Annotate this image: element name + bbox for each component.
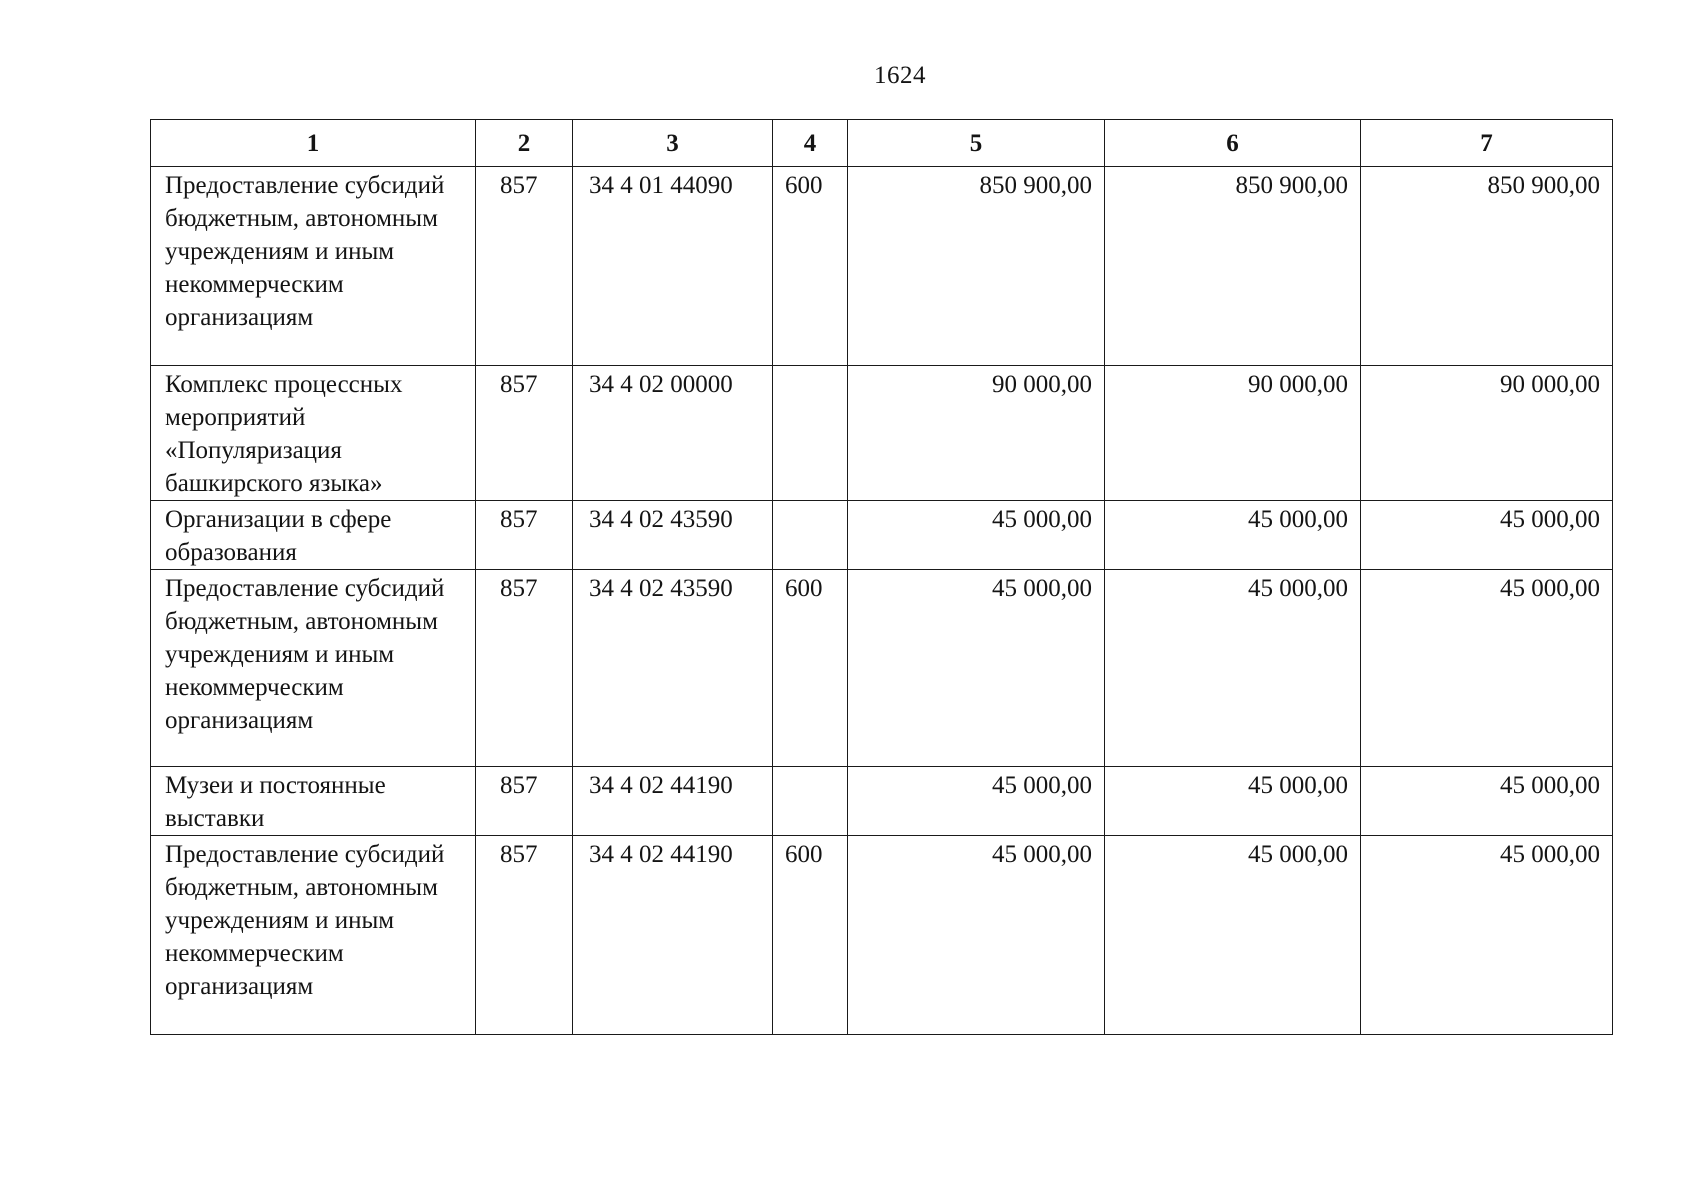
row-sum-col7-cell: 90 000,00 bbox=[1361, 366, 1613, 501]
row-sum-col7-cell: 850 900,00 bbox=[1361, 167, 1613, 366]
column-header-5: 5 bbox=[848, 120, 1105, 167]
row-name-cell: Предоставление субсидий бюджетным, автономным учреждениям и иным некоммерческим организациям bbox=[151, 167, 476, 366]
row-sum-col5-cell: 45 000,00 bbox=[848, 570, 1105, 767]
row-name-cell: Музеи и постоянные выставки bbox=[151, 767, 476, 836]
row-kcsr-cell: 34 4 02 44190 bbox=[573, 836, 773, 1035]
row-code-cell: 857 bbox=[476, 767, 573, 836]
row-sum-col5-cell: 90 000,00 bbox=[848, 366, 1105, 501]
row-sum-col5-cell: 45 000,00 bbox=[848, 836, 1105, 1035]
row-sum-col5-cell: 45 000,00 bbox=[848, 767, 1105, 836]
row-kcsr-cell: 34 4 02 43590 bbox=[573, 501, 773, 570]
row-name-cell: Предоставление субсидий бюджетным, автономным учреждениям и иным некоммерческим организациям bbox=[151, 570, 476, 767]
row-vr-cell: 600 bbox=[773, 836, 848, 1035]
table-row bbox=[151, 570, 1613, 767]
row-code-cell: 857 bbox=[476, 501, 573, 570]
budget-table bbox=[150, 119, 1613, 1035]
header-row bbox=[151, 120, 1613, 167]
row-sum-col6-cell: 45 000,00 bbox=[1105, 836, 1361, 1035]
row-kcsr-cell: 34 4 01 44090 bbox=[573, 167, 773, 366]
row-sum-col7-cell: 45 000,00 bbox=[1361, 767, 1613, 836]
table-row bbox=[151, 767, 1613, 836]
row-sum-col5-cell: 850 900,00 bbox=[848, 167, 1105, 366]
column-header-4: 4 bbox=[773, 120, 848, 167]
row-vr-cell: 600 bbox=[773, 570, 848, 767]
row-vr-cell bbox=[773, 501, 848, 570]
row-sum-col7-cell: 45 000,00 bbox=[1361, 501, 1613, 570]
row-sum-col6-cell: 45 000,00 bbox=[1105, 501, 1361, 570]
row-code-cell: 857 bbox=[476, 167, 573, 366]
row-name-cell: Предоставление субсидий бюджетным, автономным учреждениям и иным некоммерческим организациям bbox=[151, 836, 476, 1035]
row-sum-col6-cell: 850 900,00 bbox=[1105, 167, 1361, 366]
table-row bbox=[151, 366, 1613, 501]
table-row bbox=[151, 501, 1613, 570]
column-header-6: 6 bbox=[1105, 120, 1361, 167]
table-row bbox=[151, 167, 1613, 366]
page-number: 1624 bbox=[874, 62, 926, 89]
column-header-1: 1 bbox=[151, 120, 476, 167]
row-kcsr-cell: 34 4 02 43590 bbox=[573, 570, 773, 767]
column-header-7: 7 bbox=[1361, 120, 1613, 167]
row-sum-col5-cell: 45 000,00 bbox=[848, 501, 1105, 570]
row-code-cell: 857 bbox=[476, 366, 573, 501]
row-name-cell: Комплекс процессных мероприятий «Популяризация башкирского языка» bbox=[151, 366, 476, 501]
row-code-cell: 857 bbox=[476, 836, 573, 1035]
row-sum-col6-cell: 45 000,00 bbox=[1105, 767, 1361, 836]
table-row bbox=[151, 836, 1613, 1035]
row-sum-col6-cell: 45 000,00 bbox=[1105, 570, 1361, 767]
row-vr-cell: 600 bbox=[773, 167, 848, 366]
row-sum-col7-cell: 45 000,00 bbox=[1361, 836, 1613, 1035]
row-vr-cell bbox=[773, 767, 848, 836]
column-header-2: 2 bbox=[476, 120, 573, 167]
row-name-cell: Организации в сфере образования bbox=[151, 501, 476, 570]
row-sum-col6-cell: 90 000,00 bbox=[1105, 366, 1361, 501]
row-code-cell: 857 bbox=[476, 570, 573, 767]
row-kcsr-cell: 34 4 02 00000 bbox=[573, 366, 773, 501]
row-kcsr-cell: 34 4 02 44190 bbox=[573, 767, 773, 836]
column-header-3: 3 bbox=[573, 120, 773, 167]
row-vr-cell bbox=[773, 366, 848, 501]
row-sum-col7-cell: 45 000,00 bbox=[1361, 570, 1613, 767]
